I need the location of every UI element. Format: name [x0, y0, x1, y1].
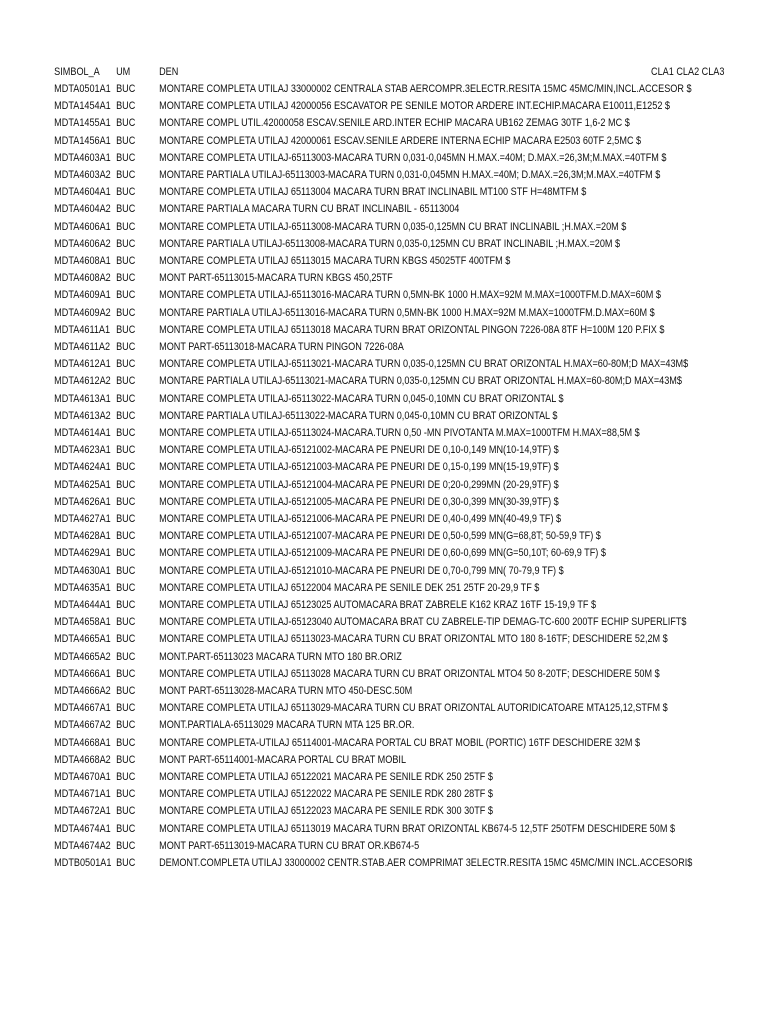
row-um: BUC — [116, 117, 136, 130]
row-code: MDTB0501A1 — [54, 857, 112, 869]
row-den: MONT PART-65114001-MACARA PORTAL CU BRAT MOBIL — [159, 753, 407, 766]
row-den: MONTARE COMPLETA UTILAJ 65122022 MACARA PE SENILE RDK 280 28TF $ — [159, 788, 493, 801]
row-code: MDTA4606A1 — [54, 220, 111, 233]
row-um: BUC — [116, 358, 136, 371]
row-um: BUC — [116, 237, 136, 250]
row-um: BUC — [116, 255, 136, 267]
row-den: MONTARE COMPLETA UTILAJ 65122023 MACARA PE SENILE RDK 300 30TF $ — [159, 805, 493, 818]
row-den: MONTARE COMPLETA UTILAJ-65121004-MACARA PE PNEURI DE 0;20-0,299MN (20-29,9TF) $ — [159, 478, 559, 491]
row-den: MONTARE PARTIALA UTILAJ-65113016-MACARA TURN 0,5MN-BK 1000 H.MAX=92M M.MAX=1000TFM.D.MAX=60M $ — [159, 306, 655, 319]
row-code: MDTA1456A1 — [54, 134, 111, 147]
row-den: MONTARE COMPLETA UTILAJ 42000061 ESCAV.SENILE ARDERE INTERNA ECHIP MACARA E2503 60TF 2,5MC $ — [159, 134, 642, 147]
table-row — [0, 545, 660, 562]
row-code: MDTA4606A2 — [54, 237, 111, 250]
row-code: MDTA4623A1 — [54, 444, 111, 457]
row-den: MONTARE COMPLETA UTILAJ 42000056 ESCAVATOR PE SENILE MOTOR ARDERE INT.ECHIP.MACARA E10011,E1252 $ — [159, 100, 670, 113]
row-um: BUC — [116, 547, 136, 560]
row-um: BUC — [116, 513, 136, 525]
row-um: BUC — [116, 444, 136, 457]
table-row — [0, 133, 660, 150]
row-um: BUC — [116, 220, 136, 233]
row-den: MONT.PARTIALA-65113029 MACARA TURN MTA 125 BR.OR. — [159, 719, 415, 732]
row-den: MONT PART-65113019-MACARA TURN CU BRAT OR.KB674-5 — [159, 839, 420, 852]
row-um: BUC — [116, 839, 136, 852]
row-um: BUC — [116, 203, 136, 216]
table-row — [0, 614, 687, 631]
row-um: BUC — [116, 478, 136, 491]
table-row — [0, 98, 670, 115]
table-row — [0, 477, 660, 494]
row-um: BUC — [116, 736, 136, 749]
row-um: BUC — [116, 702, 136, 715]
row-um: BUC — [116, 822, 136, 835]
row-code: MDTA4608A1 — [54, 255, 111, 267]
table-row — [0, 408, 660, 425]
row-um: BUC — [116, 495, 136, 508]
row-code: MDTA4671A1 — [54, 788, 111, 801]
table-row — [0, 666, 660, 683]
row-um: BUC — [116, 857, 136, 869]
row-um: BUC — [116, 392, 136, 405]
row-code: MDTA1454A1 — [54, 100, 111, 113]
table-row — [0, 442, 660, 459]
row-code: MDTA4604A1 — [54, 186, 111, 199]
row-den: MONTARE COMPLETA UTILAJ-65121002-MACARA PE PNEURI DE 0,10-0,149 MN(10-14,9TF) $ — [159, 444, 559, 457]
table-row — [0, 150, 667, 167]
row-code: MDTA4666A2 — [54, 685, 111, 697]
table-row — [0, 769, 660, 786]
row-um: BUC — [116, 753, 136, 766]
row-den: MONTARE COMPLETA UTILAJ 65113023-MACARA TURN CU BRAT ORIZONTAL MTO 180 8-16TF; DESCHIDERE 52,2M $ — [159, 633, 668, 646]
table-row — [0, 236, 660, 253]
header-den: DEN — [159, 66, 179, 78]
table-row — [0, 253, 660, 270]
row-den: MONTARE COMPLETA UTILAJ-65121006-MACARA PE PNEURI DE 0,40-0,499 MN(40-49,9 TF) $ — [159, 513, 562, 525]
row-den: MONTARE COMPLETA UTILAJ-65113008-MACARA TURN 0,035-0,125MN CU BRAT INCLINABIL ;H.MAX.=20M $ — [159, 220, 627, 233]
row-den: MONTARE COMPLETA UTILAJ 65113028 MACARA TURN CU BRAT ORIZONTAL MTO4 50 8-20TF; DESCHIDERE 50M $ — [159, 667, 660, 680]
header-classes: CLA1 CLA2 CLA3 — [651, 66, 725, 78]
row-um: BUC — [116, 341, 136, 353]
row-code: MDTA4627A1 — [54, 513, 111, 525]
table-row — [0, 201, 660, 218]
row-um: BUC — [116, 650, 136, 663]
row-um: BUC — [116, 409, 136, 422]
table-row — [0, 322, 665, 339]
table-row — [0, 184, 660, 201]
row-um: BUC — [116, 375, 136, 388]
row-code: MDTA4668A1 — [54, 736, 111, 749]
row-um: BUC — [116, 83, 136, 95]
row-den: MONTARE COMPLETA UTILAJ-65123040 AUTOMACARA BRAT CU ZABRELE-TIP DEMAG-TC-600 200TF ECHIP SUPERLIFT$ — [159, 616, 687, 629]
table-row — [0, 219, 660, 236]
header-row — [0, 64, 725, 81]
table-row — [0, 373, 682, 390]
row-code: MDTA4658A1 — [54, 616, 111, 629]
row-um: BUC — [116, 306, 136, 319]
table-row — [0, 683, 660, 700]
row-um: BUC — [116, 151, 136, 164]
table-row — [0, 494, 660, 511]
row-code: MDTA4609A2 — [54, 306, 111, 319]
row-den: MONTARE COMPLETA UTILAJ-65113003-MACARA TURN 0,031-0,045MN H.MAX.=40M; D.MAX.=26,3M;M.MAX.=40TFM $ — [159, 151, 667, 164]
table-row — [0, 459, 660, 476]
row-den: MONTARE COMPLETA UTILAJ 65123025 AUTOMACARA BRAT ZABRELE K162 KRAZ 16TF 15-19,9 TF $ — [159, 599, 597, 611]
row-den: MONTARE COMPLETA UTILAJ-65121005-MACARA PE PNEURI DE 0,30-0,399 MN(30-39,9TF) $ — [159, 495, 559, 508]
row-um: BUC — [116, 685, 136, 697]
row-code: MDTA4626A1 — [54, 495, 111, 508]
row-um: BUC — [116, 100, 136, 113]
row-den: MONT PART-65113018-MACARA TURN PINGON 7226-08A — [159, 341, 404, 353]
row-den: MONTARE COMPLETA-UTILAJ 65114001-MACARA PORTAL CU BRAT MOBIL (PORTIC) 16TF DESCHIDERE 32M $ — [159, 736, 641, 749]
row-code: MDTA4625A1 — [54, 478, 111, 491]
table-row — [0, 597, 660, 614]
row-den: MONTARE COMPLETA UTILAJ-65113024-MACARA.TURN 0,50 -MN PIVOTANTA M.MAX=1000TFM H.MAX=88,5M $ — [159, 427, 640, 439]
row-code: MDTA4612A1 — [54, 358, 111, 371]
row-den: MONTARE COMPLETA UTILAJ-65121007-MACARA PE PNEURI DE 0,50-0,599 MN(G=68,8T; 50-59,9 TF) $ — [159, 530, 601, 543]
row-um: BUC — [116, 599, 136, 611]
table-row — [0, 752, 660, 769]
row-code: MDTA4668A2 — [54, 753, 111, 766]
table-row — [0, 425, 660, 442]
row-den: MONTARE COMPLETA UTILAJ-65121009-MACARA PE PNEURI DE 0,60-0,699 MN(G=50,10T; 60-69,9 TF) $ — [159, 547, 606, 560]
row-den: MONT PART-65113015-MACARA TURN KBGS 450,25TF — [159, 272, 393, 285]
row-den: MONTARE COMPLETA UTILAJ 65113029-MACARA TURN CU BRAT ORIZONTAL AUTORIDICATOARE MTA125,12,STFM $ — [159, 702, 668, 715]
row-um: BUC — [116, 427, 136, 439]
table-row — [0, 270, 660, 287]
row-den: MONTARE COMPLETA UTILAJ 65122021 MACARA PE SENILE RDK 250 25TF $ — [159, 771, 493, 783]
row-den: MONTARE COMPLETA UTILAJ-65113016-MACARA TURN 0,5MN-BK 1000 H.MAX=92M M.MAX=1000TFM.D.MAX=60M $ — [159, 289, 661, 302]
row-um: BUC — [116, 461, 136, 474]
table-row — [0, 786, 660, 803]
row-um: BUC — [116, 323, 136, 336]
row-um: BUC — [116, 788, 136, 801]
table-row — [0, 305, 660, 322]
table-row — [0, 339, 660, 356]
row-den: MONTARE COMPLETA UTILAJ 65122004 MACARA PE SENILE DEK 251 25TF 20-29,9 TF $ — [159, 581, 540, 594]
row-code: MDTA4611A1 — [54, 323, 111, 336]
row-code: MDTA4674A2 — [54, 839, 111, 852]
row-den: MONT PART-65113028-MACARA TURN MTO 450-DESC.50M — [159, 685, 413, 697]
row-um: BUC — [116, 530, 136, 543]
row-den: MONTARE PARTIALA UTILAJ-65113021-MACARA TURN 0,035-0,125MN CU BRAT ORIZONTAL H.MAX=60-80M;D MAX=43M$ — [159, 375, 682, 388]
table-row — [0, 717, 660, 734]
row-code: MDTA4603A2 — [54, 169, 111, 181]
row-den: MONTARE COMPLETA UTILAJ-65121010-MACARA PE PNEURI DE 0,70-0,799 MN( 70-79,9 TF) $ — [159, 564, 564, 577]
row-den: MONTARE PARTIALA UTILAJ-65113003-MACARA TURN 0,031-0,045MN H.MAX.=40M; D.MAX.=26,3M;M.MAX.=40TFM $ — [159, 169, 661, 181]
row-code: MDTA4608A2 — [54, 272, 111, 285]
row-code: MDTA4613A1 — [54, 392, 111, 405]
header-um: UM — [116, 66, 131, 78]
row-code: MDTA4644A1 — [54, 599, 111, 611]
row-code: MDTA4612A2 — [54, 375, 111, 388]
row-um: BUC — [116, 633, 136, 646]
row-um: BUC — [116, 134, 136, 147]
row-um: BUC — [116, 667, 136, 680]
table-row — [0, 167, 660, 184]
table-row — [0, 649, 660, 666]
row-um: BUC — [116, 616, 136, 629]
row-code: MDTA4604A2 — [54, 203, 111, 216]
row-um: BUC — [116, 805, 136, 818]
table-row — [0, 511, 660, 528]
row-den: MONTARE COMPLETA UTILAJ 33000002 CENTRALA STAB AERCOMPR.3ELECTR.RESITA 15MC 45MC/MIN,INCL.ACCESOR $ — [159, 83, 692, 95]
row-code: MDTA4629A1 — [54, 547, 111, 560]
row-code: MDTA4630A1 — [54, 564, 111, 577]
row-code: MDTA4603A1 — [54, 151, 111, 164]
row-den: MONTARE COMPLETA UTILAJ 65113018 MACARA TURN BRAT ORIZONTAL PINGON 7226-08A 8TF H=100M 120 P.FIX $ — [159, 323, 665, 336]
table-row — [0, 391, 660, 408]
table-row — [0, 115, 660, 132]
table-row — [0, 855, 693, 872]
table-row — [0, 528, 660, 545]
table-row — [0, 838, 660, 855]
row-den: MONTARE COMPLETA UTILAJ-65113022-MACARA TURN 0,045-0,10MN CU BRAT ORIZONTAL $ — [159, 392, 564, 405]
row-code: MDTA4613A2 — [54, 409, 111, 422]
table-row — [0, 580, 660, 597]
row-den: MONT.PART-65113023 MACARA TURN MTO 180 BR.ORIZ — [159, 650, 402, 663]
row-den: MONTARE PARTIALA UTILAJ-65113022-MACARA TURN 0,045-0,10MN CU BRAT ORIZONTAL $ — [159, 409, 558, 422]
row-code: MDTA4665A2 — [54, 650, 111, 663]
table-row — [0, 287, 660, 304]
row-den: MONTARE PARTIALA MACARA TURN CU BRAT INCLINABIL - 65113004 — [159, 203, 460, 216]
row-um: BUC — [116, 581, 136, 594]
row-code: MDTA0501A1 — [54, 83, 111, 95]
row-um: BUC — [116, 272, 136, 285]
row-code: MDTA4667A2 — [54, 719, 111, 732]
row-code: MDTA4674A1 — [54, 822, 111, 835]
row-code: MDTA4670A1 — [54, 771, 111, 783]
row-um: BUC — [116, 289, 136, 302]
table-row — [0, 700, 668, 717]
row-den: MONTARE PARTIALA UTILAJ-65113008-MACARA TURN 0,035-0,125MN CU BRAT INCLINABIL ;H.MAX.=20M $ — [159, 237, 621, 250]
row-code: MDTA4665A1 — [54, 633, 111, 646]
row-den: MONTARE COMPL UTIL.42000058 ESCAV.SENILE ARD.INTER ECHIP MACARA UB162 ZEMAG 30TF 1,6-2 MC $ — [159, 117, 630, 130]
row-code: MDTA4628A1 — [54, 530, 111, 543]
row-code: MDTA4666A1 — [54, 667, 111, 680]
row-code: MDTA4635A1 — [54, 581, 111, 594]
row-den: DEMONT.COMPLETA UTILAJ 33000002 CENTR.STAB.AER COMPRIMAT 3ELECTR.RESITA 15MC 45MC/MIN INCL.ACCESORI$ — [159, 857, 693, 869]
row-um: BUC — [116, 169, 136, 181]
row-code: MDTA4624A1 — [54, 461, 111, 474]
row-um: BUC — [116, 564, 136, 577]
row-den: MONTARE COMPLETA UTILAJ 65113019 MACARA TURN BRAT ORIZONTAL KB674-5 12,5TF 250TFM DESCHIDERE 50M $ — [159, 822, 676, 835]
row-code: MDTA1455A1 — [54, 117, 111, 130]
row-um: BUC — [116, 186, 136, 199]
table-row — [0, 803, 660, 820]
table-row — [0, 356, 689, 373]
row-code: MDTA4667A1 — [54, 702, 111, 715]
table-row — [0, 81, 692, 98]
row-um: BUC — [116, 719, 136, 732]
row-code: MDTA4672A1 — [54, 805, 111, 818]
row-den: MONTARE COMPLETA UTILAJ 65113004 MACARA TURN BRAT INCLINABIL MT100 STF H=48MTFM $ — [159, 186, 587, 199]
row-code: MDTA4609A1 — [54, 289, 111, 302]
table-row — [0, 631, 668, 648]
row-den: MONTARE COMPLETA UTILAJ-65121003-MACARA PE PNEURI DE 0,15-0,199 MN(15-19,9TF) $ — [159, 461, 559, 474]
row-um: BUC — [116, 771, 136, 783]
row-code: MDTA4614A1 — [54, 427, 111, 439]
table-row — [0, 563, 660, 580]
header-code: SIMBOL_A — [54, 66, 100, 78]
table-row — [0, 735, 660, 752]
row-den: MONTARE COMPLETA UTILAJ 65113015 MACARA TURN KBGS 45025TF 400TFM $ — [159, 255, 511, 267]
row-den: MONTARE COMPLETA UTILAJ-65113021-MACARA TURN 0,035-0,125MN CU BRAT ORIZONTAL H.MAX=60-80M;D MAX=43M$ — [159, 358, 689, 371]
table-row — [0, 821, 676, 838]
row-code: MDTA4611A2 — [54, 341, 111, 353]
